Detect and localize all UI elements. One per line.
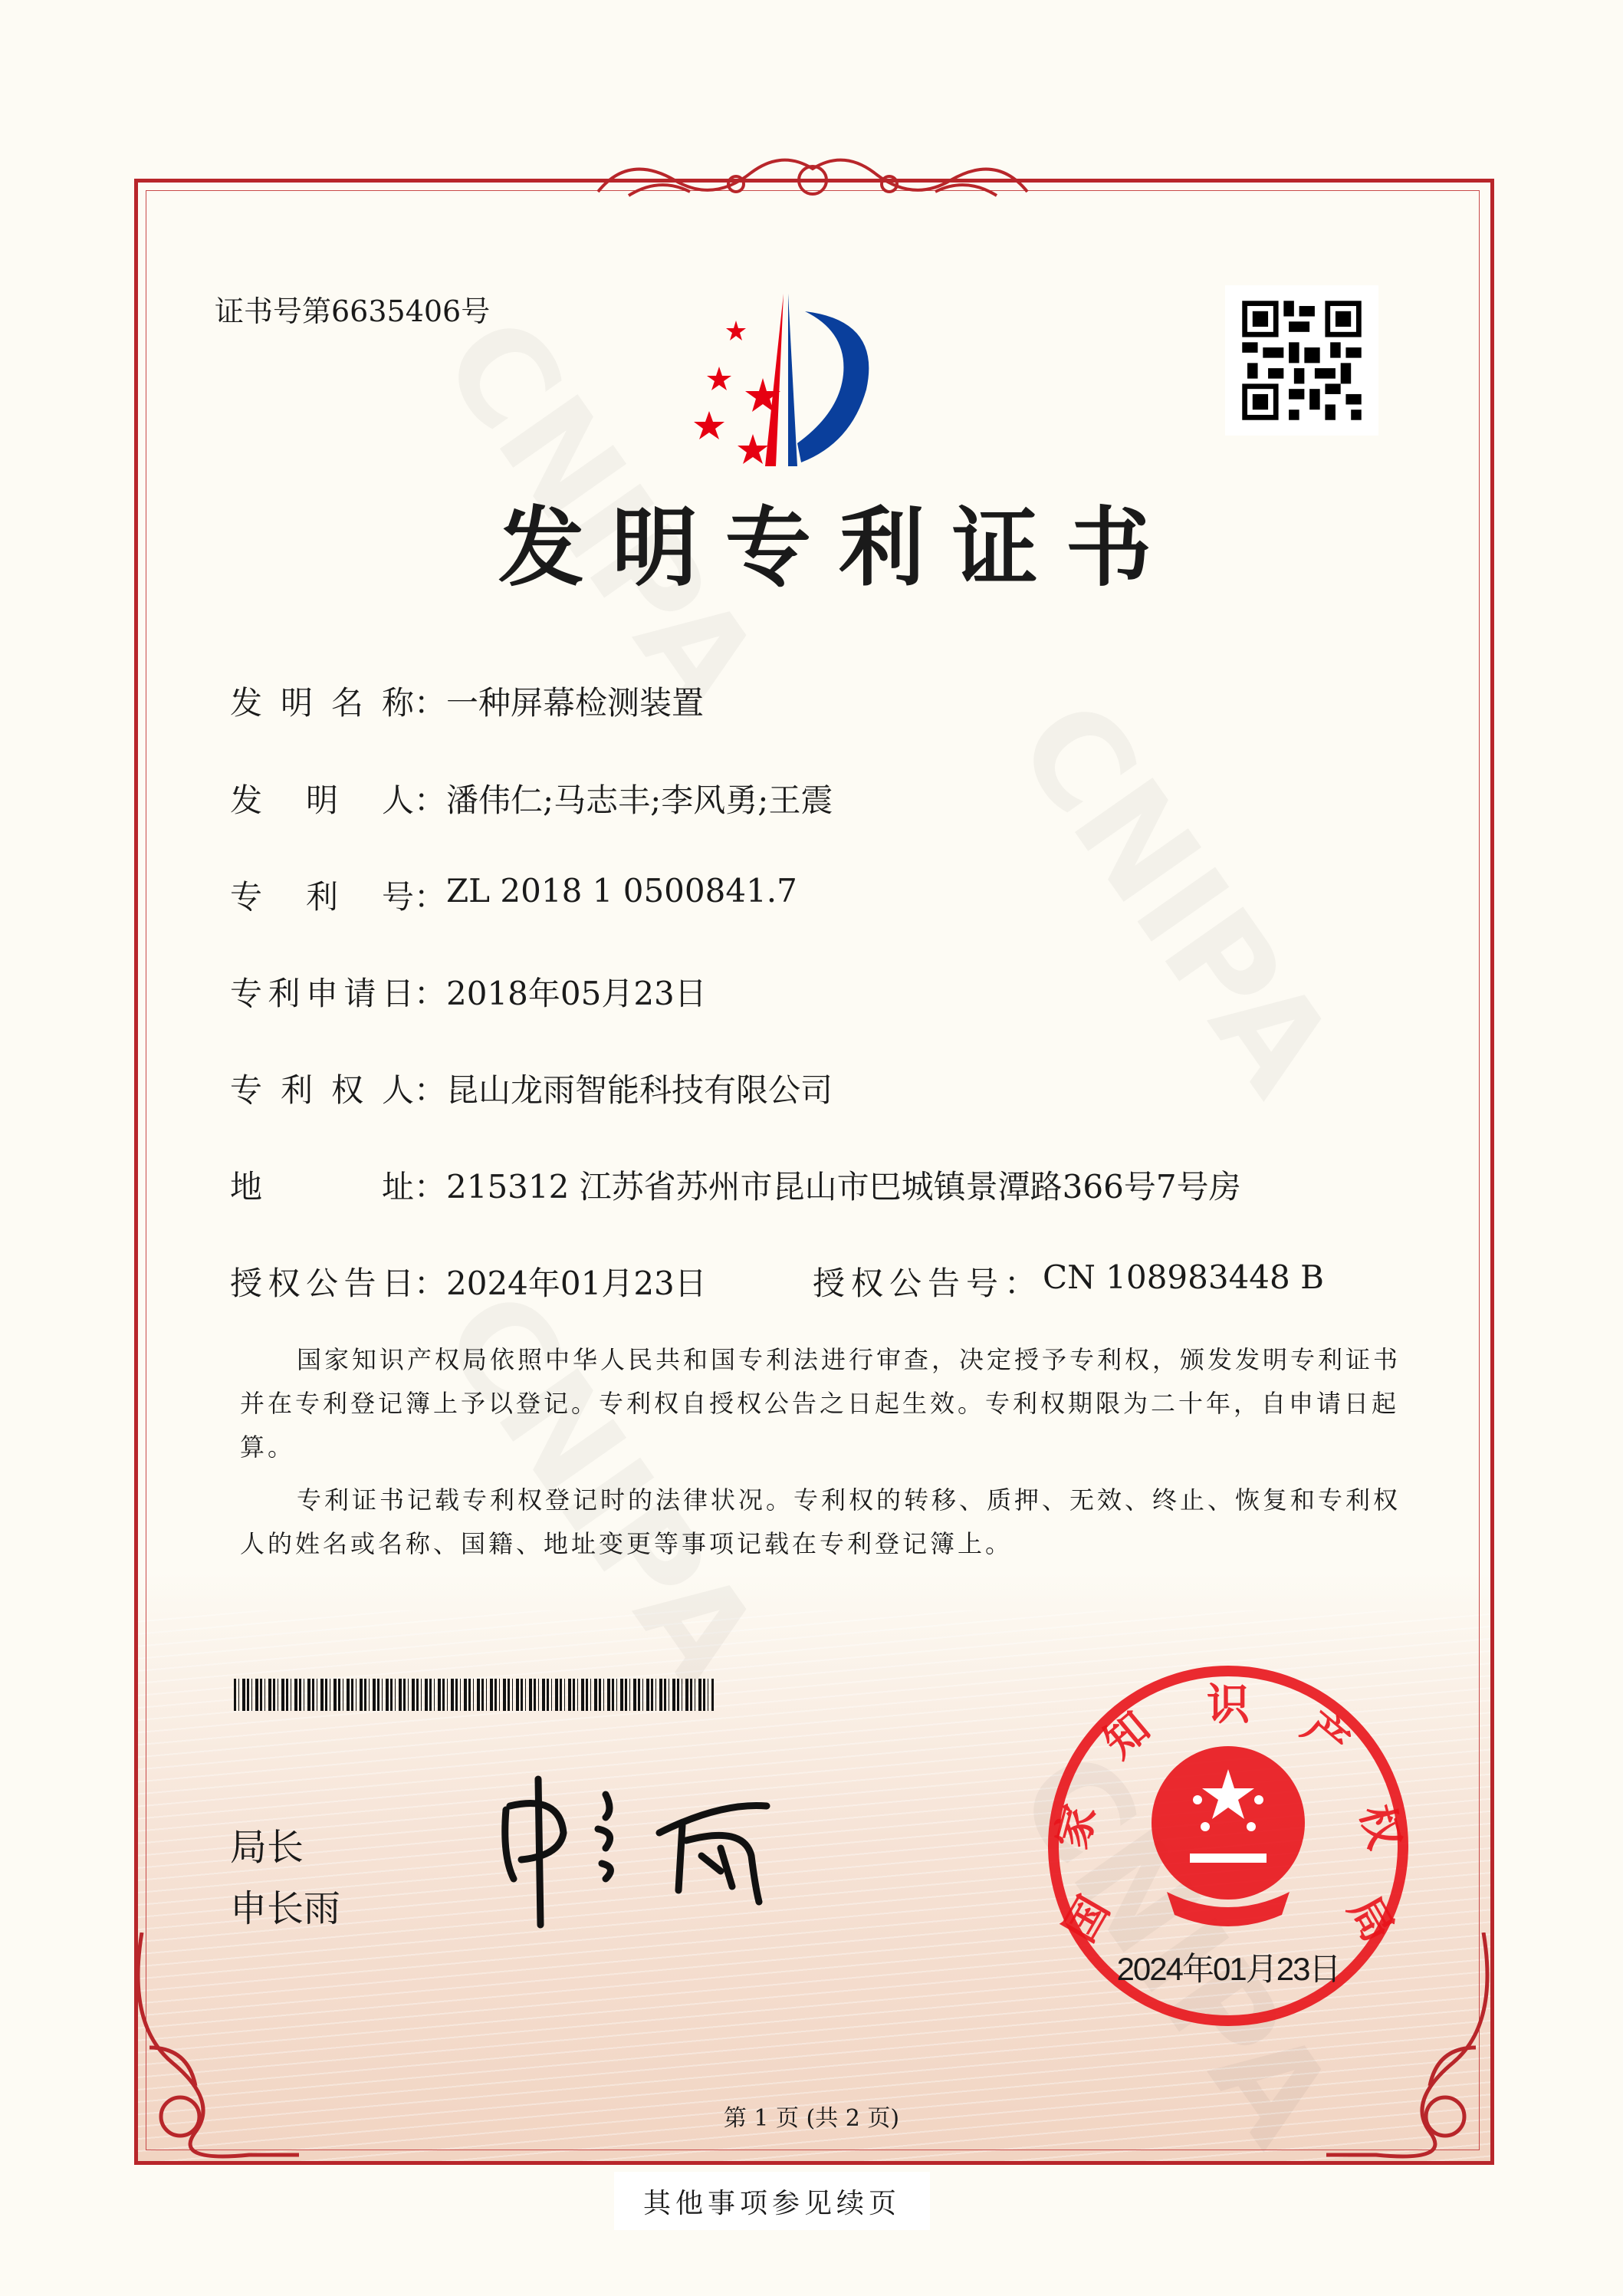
field-label: 发 明 名 称： — [230, 684, 446, 722]
field-label: 授权公告号： — [813, 1265, 1043, 1302]
continuation-note: 其他事项参见续页 — [614, 2172, 930, 2230]
field-invention-name — [230, 678, 704, 724]
corner-ornament-left — [126, 1933, 303, 2170]
field-value: 2024年01月23日 — [446, 1265, 707, 1302]
field-label: 专 利 权 人： — [230, 1071, 446, 1109]
field-value: 2018年05月23日 — [446, 975, 707, 1012]
field-value: CN 108983448 B — [1043, 1258, 1324, 1296]
field-patentee — [230, 1065, 833, 1111]
field-label: 专 利 申 请 日： — [230, 975, 446, 1012]
field-value: 昆山龙雨智能科技有限公司 — [446, 1071, 833, 1109]
field-label: 地 址： — [230, 1168, 446, 1206]
field-value: 一种屏幕检测装置 — [446, 684, 705, 722]
field-patent-number — [230, 872, 797, 918]
seal-char: 权 — [1350, 1799, 1410, 1854]
seal-char: 知 — [1094, 1702, 1160, 1768]
seal-char: 局 — [1338, 1888, 1404, 1951]
document-title: 发明专利证书 — [498, 498, 1179, 598]
cnipa-logo — [690, 290, 935, 474]
seal-char: 家 — [1046, 1799, 1106, 1854]
barcode — [234, 1679, 714, 1711]
field-address — [230, 1162, 1241, 1208]
seal-char: 国 — [1054, 1888, 1120, 1951]
field-label: 发 明 人： — [230, 781, 446, 819]
director-signature — [491, 1764, 843, 1940]
director-title: 局长 — [230, 1826, 304, 1869]
field-label: 授 权 公 告 日： — [230, 1265, 446, 1302]
qr-code — [1225, 285, 1378, 436]
seal-date: 2024年01月23日 — [1116, 1951, 1340, 1987]
field-publication-number — [813, 1258, 1324, 1304]
field-value: ZL 2018 1 0500841.7 — [446, 872, 797, 910]
director-name: 申长雨 — [230, 1887, 341, 1930]
top-ornament — [583, 138, 1043, 222]
legal-statement — [240, 1338, 1417, 1575]
field-value: 215312 江苏省苏州市昆山市巴城镇景潭路366号7号房 — [446, 1168, 1241, 1206]
seal-char: 产 — [1293, 1702, 1359, 1768]
field-application-date — [230, 969, 707, 1015]
paragraph: 国家知识产权局依照中华人民共和国专利法进行审查，决定授予专利权，颁发发明专利证书并在专利登记簿上予以登记。专利权自授权公告之日起生效。专利权期限为二十年，自申请日起算。 — [240, 1345, 1401, 1462]
seal-char: 识 — [1207, 1680, 1250, 1730]
field-value: 潘伟仁;马志丰;李风勇;王震 — [446, 781, 833, 819]
field-grant-date — [230, 1258, 707, 1304]
page-number: 第 1 页 (共 2 页) — [723, 2105, 900, 2132]
field-inventors — [230, 775, 833, 821]
field-label: 专 利 号： — [230, 878, 446, 916]
certificate-number: 证书号第6635406号 — [215, 294, 491, 328]
paragraph: 专利证书记载专利权登记时的法律状况。专利权的转移、质押、无效、终止、恢复和专利权人的姓名或名称、国籍、地址变更等事项记载在专利登记簿上。 — [240, 1485, 1401, 1558]
